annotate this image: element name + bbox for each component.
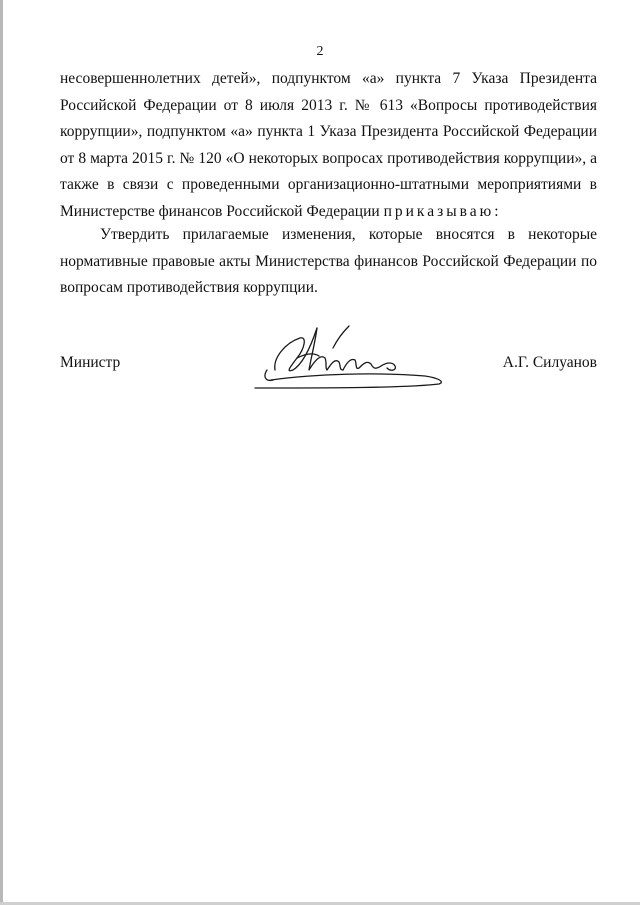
paragraph-legal-basis: [60, 66, 597, 225]
handwritten-signature: [245, 318, 455, 398]
paragraph-legal-basis-text: несовершеннолетних детей», подпунктом «а» пункта 7 Указа Президента Российской Федерации от 8 июля 2013 г. № 613 «Вопросы противодействия коррупции», подпунктом «а» пункта 1 Указа Президента Российской Федерации от 8 марта 2015 г. № 120 «О некоторых вопросах противодействия коррупции», а также в связи с проведенными организационно-штатными мероприятиями в Министерстве финансов Российской Федерации: [60, 70, 597, 220]
signatory-name: А.Г. Силуанов: [502, 354, 597, 371]
page-number: 2: [316, 44, 324, 59]
paragraph-approval: Утвердить прилагаемые изменения, которые вносятся в некоторые нормативные правовые акты Министерства финансов Российской Федерации по вопросам противодействия коррупции.: [60, 226, 597, 296]
paragraph-legal-basis-end: :: [494, 202, 499, 220]
scan-edge-left: [0, 0, 3, 905]
order-word: приказываю: [383, 202, 495, 220]
signatory-position: Министр: [60, 354, 121, 371]
